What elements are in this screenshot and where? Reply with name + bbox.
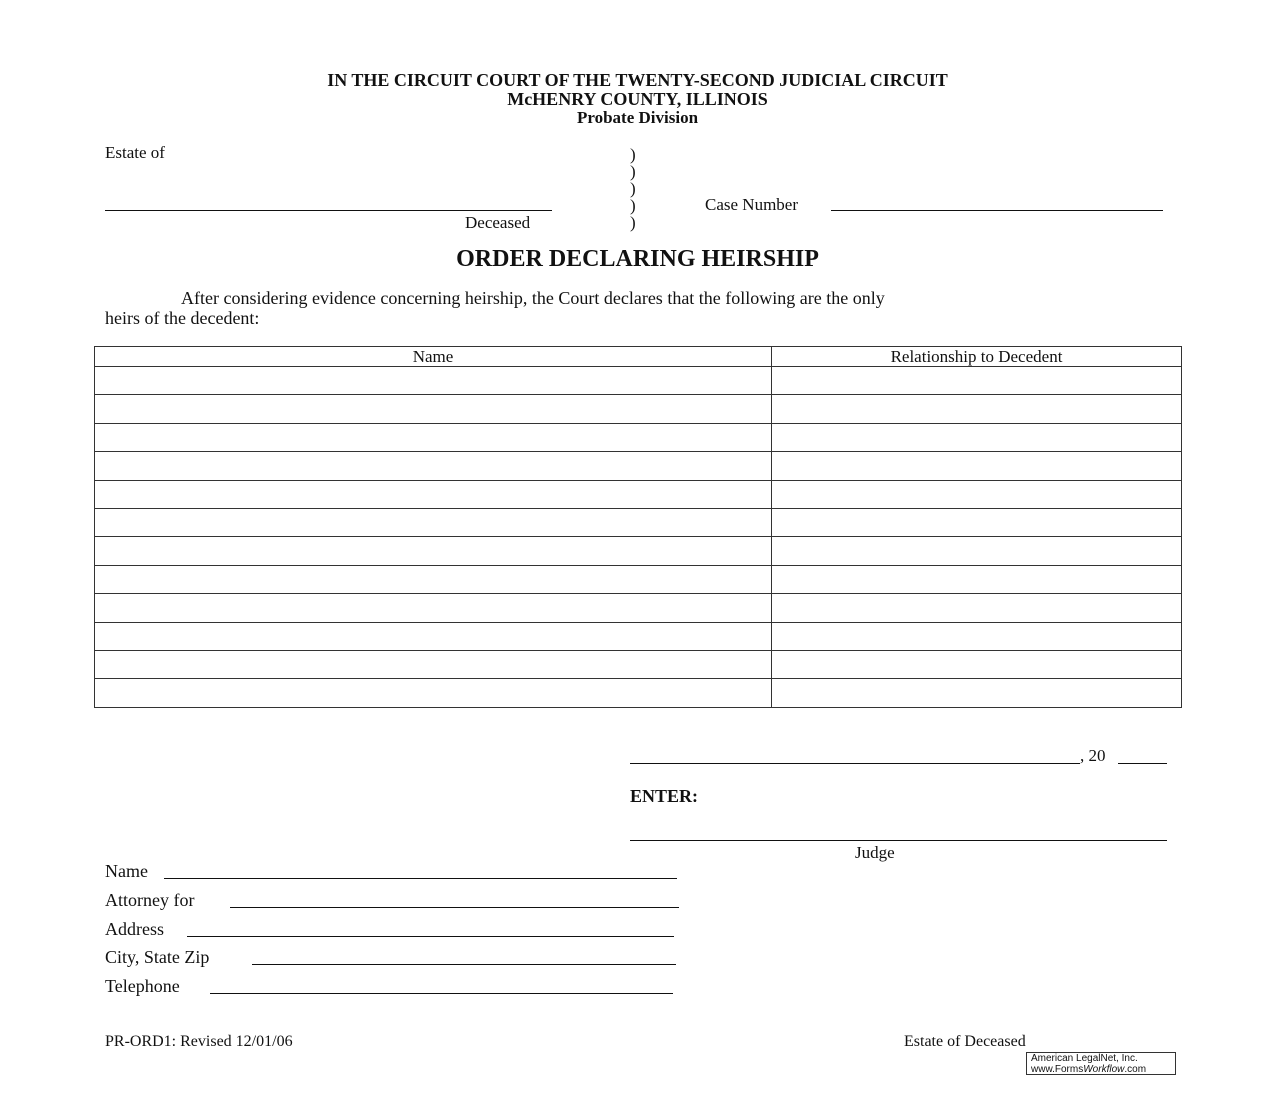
case-number-field[interactable] <box>831 210 1163 211</box>
date-field[interactable] <box>630 763 1080 764</box>
relationship-cell[interactable] <box>772 367 1182 395</box>
paren: ) <box>630 196 636 215</box>
relationship-cell[interactable] <box>772 594 1182 622</box>
name-cell[interactable] <box>95 480 772 508</box>
name-cell[interactable] <box>95 367 772 395</box>
telephone-label: Telephone <box>105 976 180 996</box>
county-heading: McHENRY COUNTY, ILLINOIS <box>507 89 768 109</box>
attorney-for-label: Attorney for <box>105 890 195 910</box>
table-row <box>95 480 1182 508</box>
name-cell[interactable] <box>95 423 772 451</box>
relationship-cell[interactable] <box>772 650 1182 678</box>
deceased-label: Deceased <box>465 213 531 232</box>
paren: ) <box>630 179 636 198</box>
name-cell[interactable] <box>95 508 772 536</box>
logo-line1: American LegalNet, Inc. <box>1031 1053 1138 1064</box>
table-row <box>95 452 1182 480</box>
judge-label: Judge <box>855 843 895 862</box>
relationship-cell[interactable] <box>772 537 1182 565</box>
court-heading: IN THE CIRCUIT COURT OF THE TWENTY-SECOND JUDICIAL CIRCUIT <box>327 70 948 90</box>
judge-signature-field[interactable] <box>630 840 1167 841</box>
name-cell[interactable] <box>95 395 772 423</box>
case-number-label: Case Number <box>705 195 799 214</box>
attorney-name-label: Name <box>105 861 148 881</box>
body-text-line1: After considering evidence concerning heirship, the Court declares that the following are the only <box>181 288 885 308</box>
relationship-cell[interactable] <box>772 423 1182 451</box>
table-row <box>95 622 1182 650</box>
logo-text: Workflow <box>1083 1064 1125 1075</box>
city-state-zip-field[interactable] <box>252 964 676 965</box>
year-prefix: , 20 <box>1080 746 1106 765</box>
relationship-cell[interactable] <box>772 480 1182 508</box>
table-row <box>95 508 1182 536</box>
relationship-cell[interactable] <box>772 452 1182 480</box>
name-cell[interactable] <box>95 452 772 480</box>
telephone-field[interactable] <box>210 993 673 994</box>
estate-of-label: Estate of <box>105 143 165 162</box>
enter-label: ENTER: <box>630 786 699 806</box>
name-cell[interactable] <box>95 565 772 593</box>
relationship-cell[interactable] <box>772 679 1182 707</box>
name-cell[interactable] <box>95 537 772 565</box>
paren: ) <box>630 145 636 164</box>
footer-right-text: Estate of Deceased <box>904 1033 1026 1050</box>
address-field[interactable] <box>187 936 674 937</box>
column-header-name: Name <box>95 347 772 367</box>
attorney-for-field[interactable] <box>230 907 679 908</box>
table-row <box>95 395 1182 423</box>
table-row <box>95 537 1182 565</box>
relationship-cell[interactable] <box>772 395 1182 423</box>
year-field[interactable] <box>1118 763 1167 764</box>
division-heading: Probate Division <box>576 108 699 127</box>
address-label: Address <box>105 919 164 939</box>
logo-line2 <box>1031 1064 1175 1075</box>
estate-name-field[interactable] <box>105 210 552 211</box>
name-cell[interactable] <box>95 622 772 650</box>
relationship-cell[interactable] <box>772 565 1182 593</box>
city-state-zip-label: City, State Zip <box>105 947 210 967</box>
column-header-relationship: Relationship to Decedent <box>772 347 1182 367</box>
body-text-line2: heirs of the decedent: <box>105 308 260 328</box>
name-cell[interactable] <box>95 650 772 678</box>
table-row <box>95 679 1182 707</box>
relationship-cell[interactable] <box>772 508 1182 536</box>
table-row <box>95 423 1182 451</box>
paren: ) <box>630 162 636 181</box>
paren: ) <box>630 213 636 232</box>
heirs-table <box>94 346 1182 708</box>
table-row <box>95 367 1182 395</box>
document-title: ORDER DECLARING HEIRSHIP <box>456 246 819 272</box>
name-cell[interactable] <box>95 594 772 622</box>
table-row <box>95 594 1182 622</box>
logo-text: .com <box>1124 1064 1147 1075</box>
relationship-cell[interactable] <box>772 622 1182 650</box>
attorney-name-field[interactable] <box>164 878 677 879</box>
table-row <box>95 650 1182 678</box>
american-legalnet-logo <box>1026 1052 1176 1075</box>
logo-text: www.Forms <box>1031 1064 1084 1075</box>
name-cell[interactable] <box>95 679 772 707</box>
form-id: PR-ORD1: Revised 12/01/06 <box>105 1033 293 1050</box>
table-row <box>95 565 1182 593</box>
